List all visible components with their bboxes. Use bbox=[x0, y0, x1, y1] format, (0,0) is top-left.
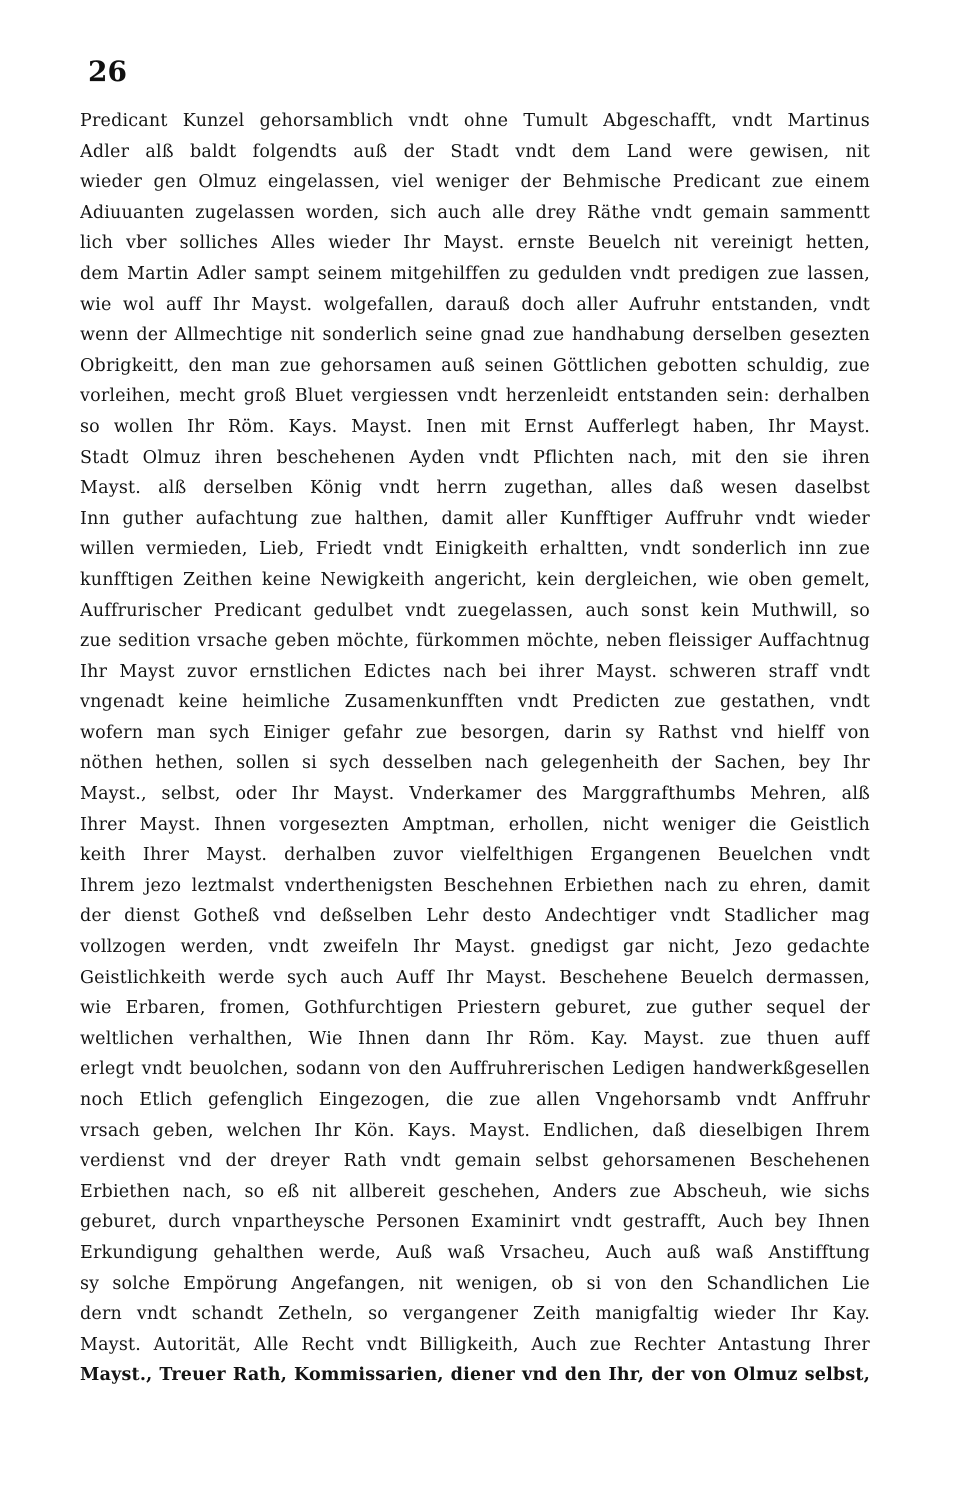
text-line: wie wol auff Ihr Mayst. wolgefallen, darauß doch aller Aufruhr entstanden, vndt bbox=[80, 294, 870, 315]
body-text bbox=[80, 106, 870, 1391]
text-line: vorleihen, mecht groß Bluet vergiessen vndt herzenleidt entstanden sein: derhalben bbox=[80, 386, 870, 407]
text-line: Ihrer Mayst. Ihnen vorgesezten Amptman, erhollen, nicht weniger die Geistlich bbox=[80, 814, 870, 835]
text-line: geburet, durch vnpartheysche Personen Examinirt vndt gestrafft, Auch bey Ihnen bbox=[80, 1212, 870, 1233]
text-line: Mayst. alß derselben König vndt herrn zugethan, alles daß wesen daselbst bbox=[80, 478, 870, 499]
text-line: Mayst., Treuer Rath, Kommissarien, diener vnd den Ihr, der von Olmuz selbst, bbox=[80, 1365, 870, 1386]
text-line: der dienst Gotheß vnd deßselben Lehr desto Andechtiger vndt Stadlicher mag bbox=[80, 906, 870, 927]
text-line: wenn der Allmechtige nit sonderlich seine gnad zue handhabung derselben gesezten bbox=[80, 325, 870, 346]
text-line: so wollen Ihr Röm. Kays. Mayst. Inen mit Ernst Aufferlegt haben, Ihr Mayst. bbox=[80, 416, 870, 437]
text-line: Erbiethen nach, so eß nit allbereit geschehen, Anders zue Abscheuh, wie sichs bbox=[80, 1181, 870, 1202]
text-line: sy solche Empörung Angefangen, nit wenigen, ob si von den Schandlichen Lie bbox=[80, 1273, 870, 1294]
text-line: Geistlichkeith werde sych auch Auff Ihr Mayst. Beschehene Beuelch dermassen, bbox=[80, 967, 870, 988]
text-line: Adiuuanten zugelassen worden, sich auch alle drey Räthe vndt gemain sammentt bbox=[80, 202, 870, 223]
text-line: Inn guther aufachtung zue halthen, damit aller Kunfftiger Auffruhr vndt wieder bbox=[80, 508, 870, 529]
text-line: Ihrem jezo leztmalst vnderthenigsten Beschehnen Erbiethen nach zu ehren, damit bbox=[80, 875, 870, 896]
text-line: Ihr Mayst zuvor ernstlichen Edictes nach bei ihrer Mayst. schweren straff vndt bbox=[80, 661, 870, 682]
text-line: vrsach geben, welchen Ihr Kön. Kays. Mayst. Endlichen, daß dieselbigen Ihrem bbox=[80, 1120, 870, 1141]
text-line: wie Erbaren, fromen, Gothfurchtigen Priestern geburet, zue guther sequel der bbox=[80, 998, 870, 1019]
text-line: keith Ihrer Mayst. derhalben zuvor vielfelthigen Ergangenen Beuelchen vndt bbox=[80, 845, 870, 866]
text-line: Adler alß baldt folgendts auß der Stadt vndt dem Land were gewisen, nit bbox=[80, 141, 870, 162]
text-line: Stadt Olmuz ihren beschehenen Ayden vndt Pflichten nach, mit den sie ihren bbox=[80, 447, 870, 468]
text-line: Auffrurischer Predicant gedulbet vndt zuegelassen, auch sonst kein Muthwill, so bbox=[80, 600, 870, 621]
text-line: willen vermieden, Lieb, Friedt vndt Einigkeith erhaltten, vndt sonderlich inn zue bbox=[80, 539, 870, 560]
text-line: lich vber solliches Alles wieder Ihr Mayst. ernste Beuelch nit vereinigt hetten, bbox=[80, 233, 870, 254]
text-line: wofern man sych Einiger gefahr zue besorgen, darin sy Rathst vnd hielff von bbox=[80, 722, 870, 743]
text-line: verdienst vnd der dreyer Rath vndt gemain selbst gehorsamenen Beschehenen bbox=[80, 1151, 870, 1172]
text-line: vngenadt keine heimliche Zusamenkunfften vndt Predicten zue gestathen, vndt bbox=[80, 692, 870, 713]
text-line: Erkundigung gehalthen werde, Auß waß Vrsacheu, Auch auß waß Anstifftung bbox=[80, 1242, 870, 1263]
text-line: zue sedition vrsache geben möchte, fürkommen möchte, neben fleissiger Auffachtnug bbox=[80, 631, 870, 652]
text-line: dem Martin Adler sampt seinem mitgehilffen zu gedulden vndt predigen zue lassen, bbox=[80, 263, 870, 284]
page-number: 26 bbox=[88, 55, 127, 88]
text-line: Obrigkeitt, den man zue gehorsamen auß seinen Göttlichen gebotten schuldig, zue bbox=[80, 355, 870, 376]
text-line: Predicant Kunzel gehorsamblich vndt ohne Tumult Abgeschafft, vndt Martinus bbox=[80, 111, 870, 131]
text-line: noch Etlich gefenglich Eingezogen, die zue allen Vngehorsamb vndt Anffruhr bbox=[80, 1090, 870, 1110]
text-line: wieder gen Olmuz eingelassen, viel weniger der Behmische Predicant zue einem bbox=[80, 172, 870, 193]
text-line: Mayst. Autorität, Alle Recht vndt Billigkeith, Auch zue Rechter Antastung Ihrer bbox=[80, 1334, 870, 1355]
text-line: vollzogen werden, vndt zweifeln Ihr Mayst. gnedigst gar nicht, Jezo gedachte bbox=[80, 937, 870, 958]
text-line: dern vndt schandt Zetheln, so vergangener Zeith manigfaltig wieder Ihr Kay. bbox=[80, 1304, 870, 1325]
text-line: weltlichen verhalthen, Wie Ihnen dann Ihr Röm. Kay. Mayst. zue thuen auff bbox=[80, 1028, 870, 1049]
text-line: kunfftigen Zeithen keine Newigkeith angericht, kein dergleichen, wie oben gemelt, bbox=[80, 569, 870, 590]
text-line: nöthen hethen, sollen si sych desselben nach gelegenheith der Sachen, bey Ihr bbox=[80, 753, 870, 774]
text-line: Mayst., selbst, oder Ihr Mayst. Vnderkamer des Marggrafthumbs Mehren, alß bbox=[80, 784, 870, 805]
text-line: erlegt vndt beuolchen, sodann von den Auffruhrerischen Ledigen handwerkßgesellen bbox=[80, 1059, 870, 1080]
